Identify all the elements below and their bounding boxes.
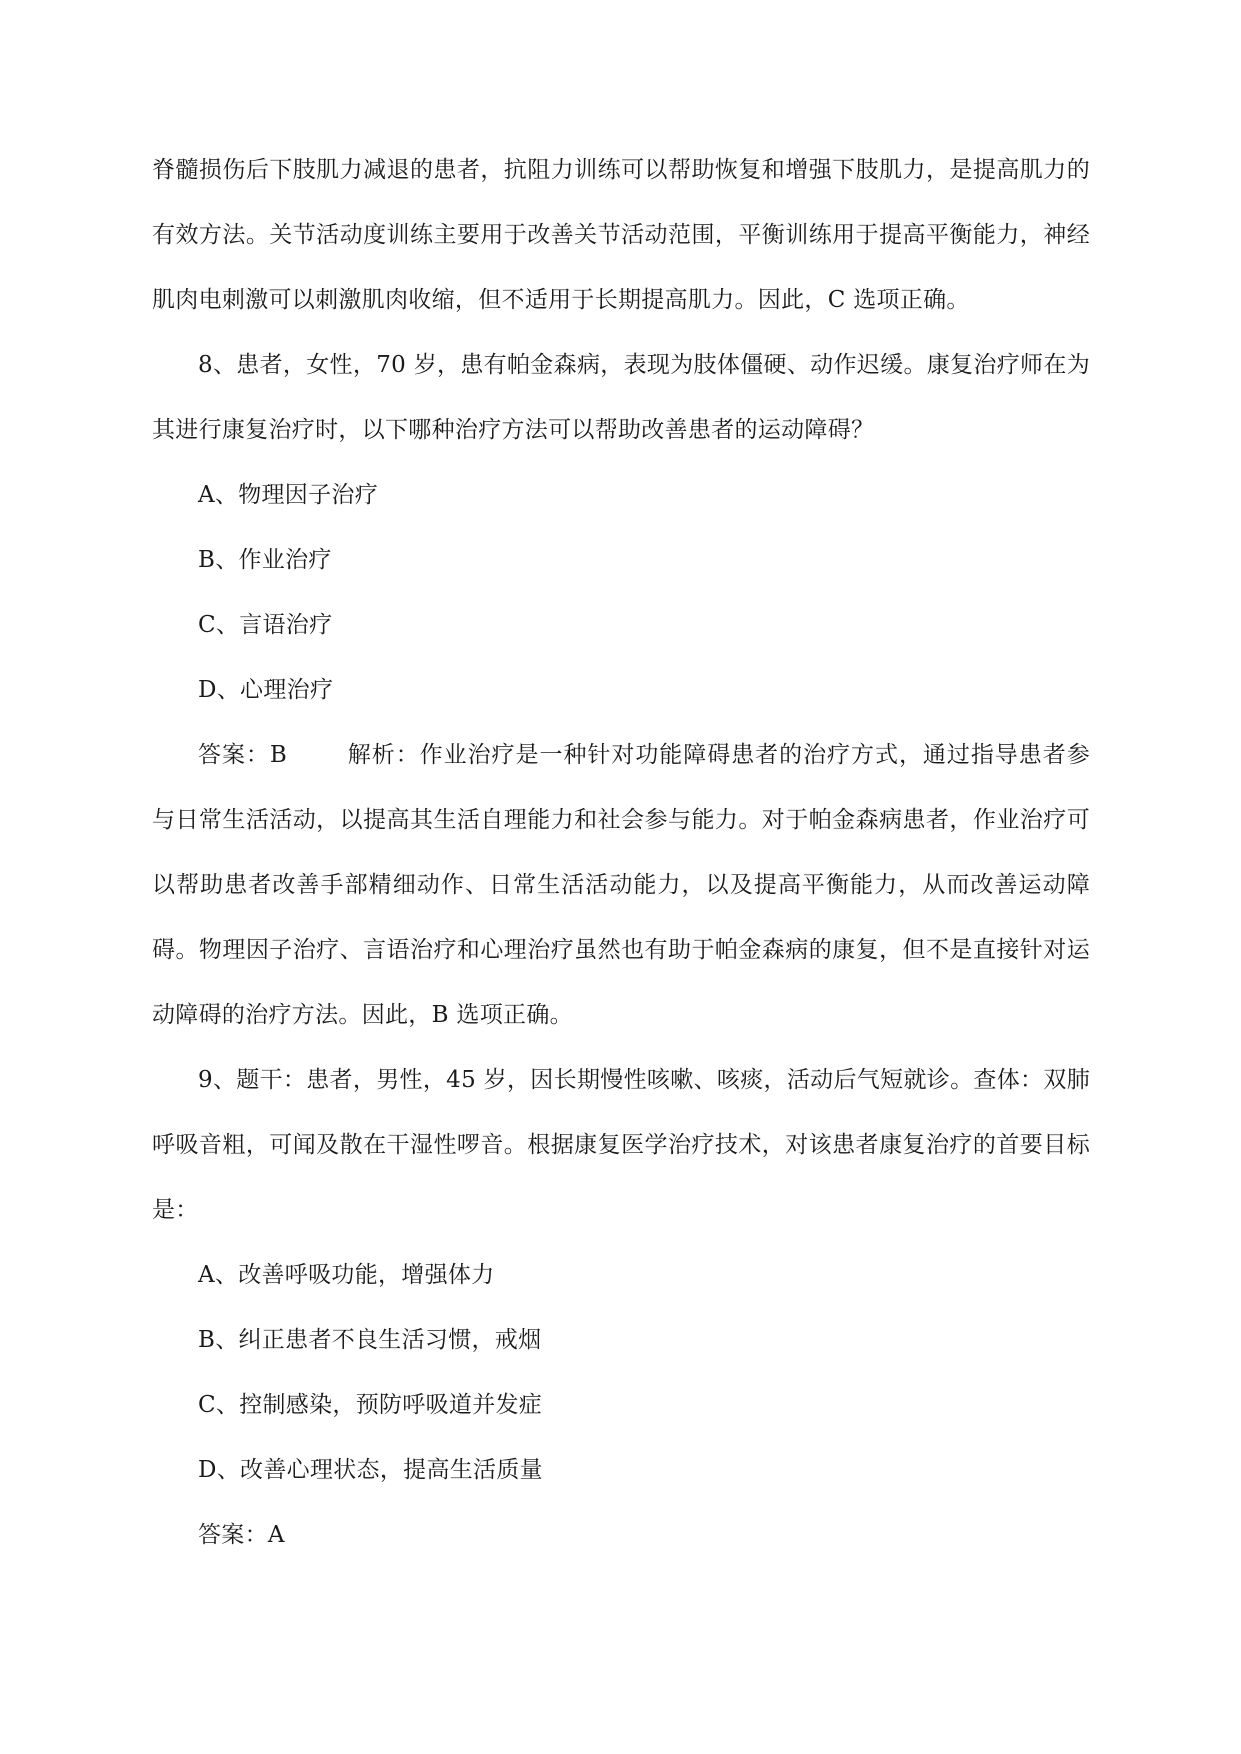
question-9-option-c: C、控制感染，预防呼吸道并发症 (198, 1392, 543, 1418)
question-9-answer: 答案：A (198, 1522, 285, 1548)
question-8-option-a: A、物理因子治疗 (198, 482, 379, 508)
question-8-stem: 8、患者，女性，70 岁，患有帕金森病，表现为肢体僵硬、动作迟缓。康复治疗师在为其进行康复治疗时，以下哪种治疗方法可以帮助改善患者的运动障碍？ (152, 352, 1090, 443)
question-8-analysis: 解析：作业治疗是一种针对功能障碍患者的治疗方式，通过指导患者参与日常生活活动，以提高其生活自理能力和社会参与能力。对于帕金森病患者，作业治疗可以帮助患者改善手部精细动作、日常生活活动能力，以及提高平衡能力，从而改善运动障碍。物理因子治疗、言语治疗和心理治疗虽然也有助于帕金森病的康复，但不是直接针对运动障碍的治疗方法。因此，B 选项正确。 (152, 742, 1090, 1028)
question-8-option-c: C、言语治疗 (198, 612, 333, 638)
continuation-paragraph: 脊髓损伤后下肢肌力减退的患者，抗阻力训练可以帮助恢复和增强下肢肌力，是提高肌力的有效方法。关节活动度训练主要用于改善关节活动范围，平衡训练用于提高平衡能力，神经肌肉电刺激可以刺激肌肉收缩，但不适用于长期提高肌力。因此，C 选项正确。 (152, 157, 1090, 313)
question-8 (152, 333, 1090, 1048)
question-9-option-a: A、改善呼吸功能，增强体力 (198, 1262, 495, 1288)
question-9 (152, 1048, 1090, 1568)
question-8-answer-block (152, 723, 1090, 1048)
question-8-option-d: D、心理治疗 (198, 677, 334, 703)
question-9-option-b: B、纠正患者不良生活习惯，戒烟 (198, 1327, 542, 1353)
document-page (152, 138, 1090, 1568)
question-9-stem: 9、题干：患者，男性，45 岁，因长期慢性咳嗽、咳痰，活动后气短就诊。查体：双肺呼吸音粗，可闻及散在干湿性啰音。根据康复医学治疗技术，对该患者康复治疗的首要目标是： (152, 1067, 1090, 1223)
question-9-option-d: D、改善心理状态，提高生活质量 (198, 1457, 543, 1483)
question-8-answer: 答案：B (198, 742, 288, 768)
question-8-option-b: B、作业治疗 (198, 547, 332, 573)
